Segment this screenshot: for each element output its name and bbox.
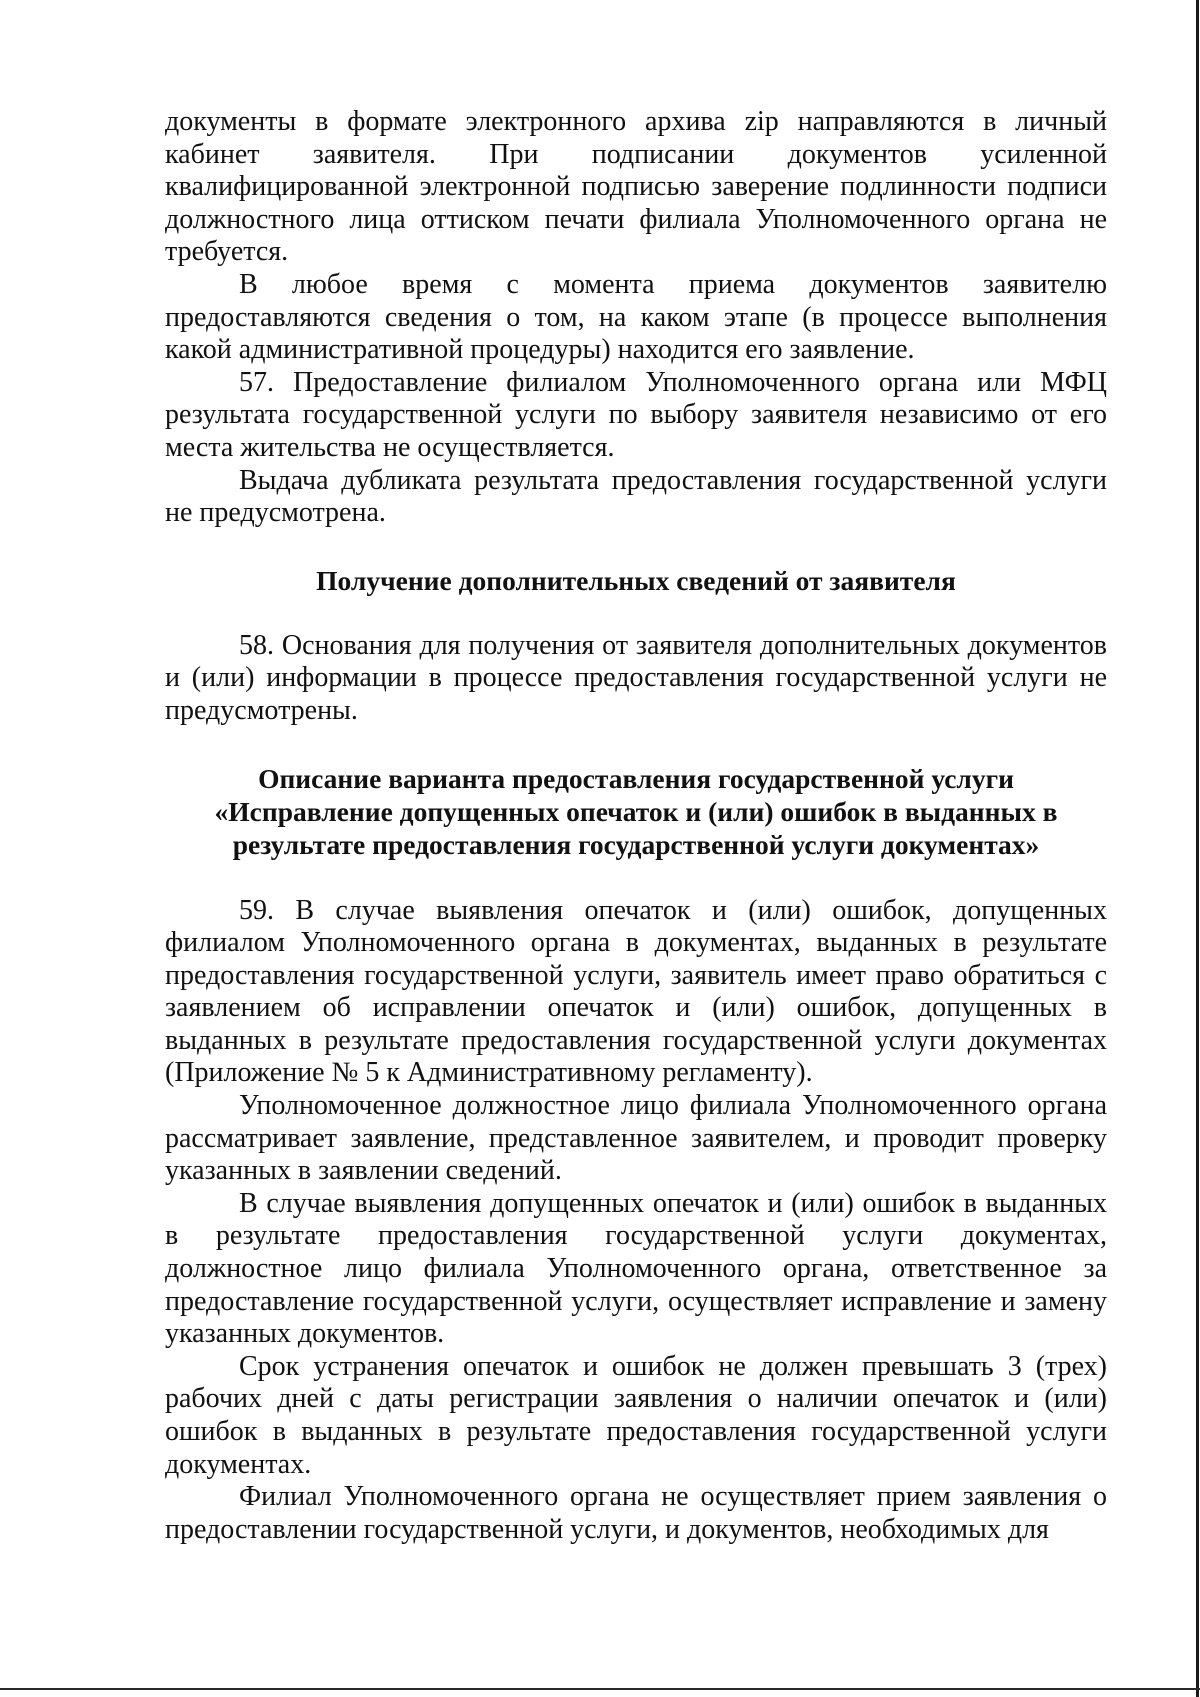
section-heading-variant-line-3: результате предоставления государственной услуги документах» — [232, 828, 1040, 860]
paragraph-status-info: В любое время с момента приема документов заявителю предоставляются сведения о том, на каком этапе (в процессе выполнения какой административной процедуры) находится его заявление. — [165, 268, 1107, 366]
paragraph-58: 58. Основания для получения от заявителя дополнительных документов и (или) информации в процессе предоставления государственной услуги не предусмотрены. — [165, 629, 1107, 726]
paragraph-continuation: документы в формате электронного архива zip направляются в личный кабинет заявителя. При подписании документов усиленной квалифицированной электронной подписью заверение подлинности подписи должностного лица оттиском печати филиала Уполномоченного органа не требуется. — [165, 106, 1107, 268]
paragraph-deadline: Срок устранения опечаток и ошибок не должен превышать 3 (трех) рабочих дней с даты регистрации заявления о наличии опечаток и (или) ошибок в выданных в результате предоставления государственной услуги документах. — [165, 1350, 1107, 1480]
paragraph-57: 57. Предоставление филиалом Уполномоченного органа или МФЦ результата государственной услуги по выбору заявителя независимо от его места жительства не осуществляется. — [165, 366, 1107, 463]
paragraph-branch: Филиал Уполномоченного органа не осуществляет прием заявления о предоставлении государственной услуги, и документов, необходимых для — [165, 1481, 1107, 1545]
paragraph-duplicate: Выдача дубликата результата предоставления государственной услуги не предусмотрена. — [165, 464, 1107, 529]
section-heading-variant-line-2: «Исправление допущенных опечаток и (или) ошибок в выданных в — [214, 795, 1058, 827]
section-heading-additional-info: Получение дополнительных сведений от заявителя — [316, 564, 956, 596]
document-body — [165, 106, 1107, 1546]
paragraph-review: Уполномоченное должностное лицо филиала Уполномоченного органа рассматривает заявление, представленное заявителем, и проводит проверку указанных в заявлении сведений. — [165, 1090, 1107, 1187]
paragraph-correction: В случае выявления допущенных опечаток и (или) ошибок в выданных в результате предоставления государственной услуги документах, должностное лицо филиала Уполномоченного органа, ответственное за предоставление государственной услуги, осуществляет исправление и замену указанных документов. — [165, 1187, 1107, 1350]
scan-bottom-line — [0, 1688, 1200, 1690]
paragraph-59: 59. В случае выявления опечаток и (или) ошибок, допущенных филиалом Уполномоченного органа в документах, выданных в результате предоставления государственной услуги, заявитель имеет право обратиться с заявлением об исправлении опечаток и (или) ошибок, допущенных в выданных в результате предоставления государственной услуги документах (Приложение № 5 к Административному регламенту). — [165, 894, 1107, 1089]
section-heading-variant-line-1: Описание варианта предоставления государственной услуги — [258, 762, 1014, 794]
scan-edge-line — [1196, 0, 1199, 1697]
section-heading-variant — [165, 762, 1107, 861]
